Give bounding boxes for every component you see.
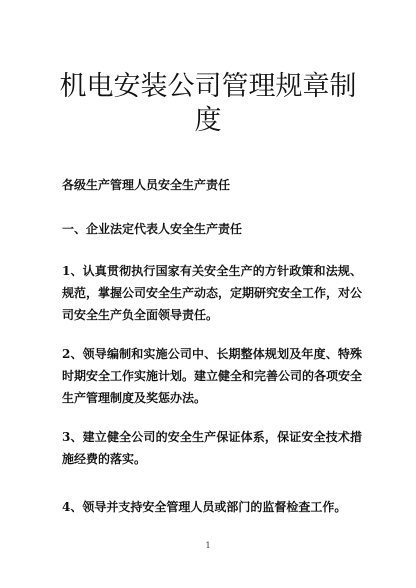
subsection-heading: 一、企业法定代表人安全生产责任 [62,222,243,236]
page-number: 1 [205,541,211,550]
paragraph-item-1: 1、认真贯彻执行国家有关安全生产的方针政策和法规、规范，掌握公司安全生产动态，定期研究安全工作，对公司安全生产负全面领导责任。 [62,264,363,322]
paragraph-item-3: 3、建立健全公司的安全生产保证体系，保证安全技术措施经费的落实。 [62,430,362,466]
paragraph-item-2: 2、领导编制和实施公司中、长期整体规划及年度、特殊时期安全工作实施计划。建立健全和完善公司的各项安全生产管理制度及奖惩办法。 [62,347,363,405]
paragraph-item-4: 4、领导并支持安全管理人员或部门的监督检查工作。 [62,500,347,514]
document-title: 机电安装公司管理规章制度 [59,71,357,136]
section-heading: 各级生产管理人员安全生产责任 [62,178,231,192]
